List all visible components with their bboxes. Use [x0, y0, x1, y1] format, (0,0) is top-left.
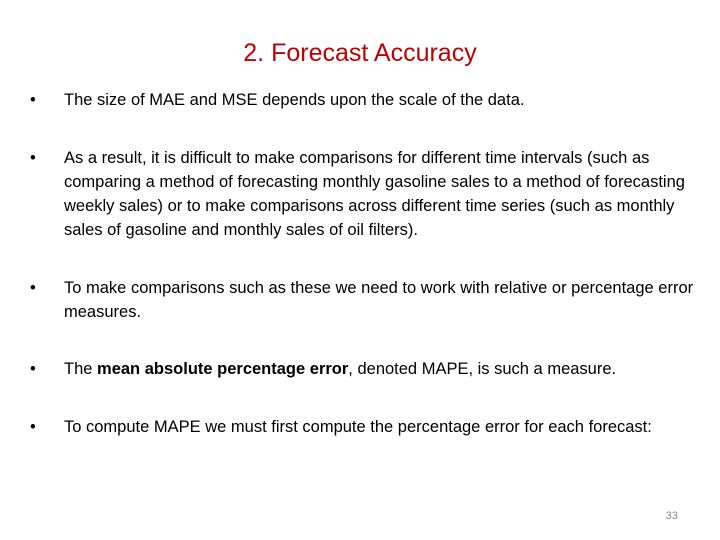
page-number: 33 — [665, 510, 678, 522]
bullet-text: The size of MAE and MSE depends upon the scale of the data. — [64, 91, 525, 109]
bullet-text-prefix: The — [64, 360, 98, 378]
bullet-text-suffix: , denoted MAPE, is such a measure. — [348, 360, 617, 378]
bullet-icon: • — [30, 149, 36, 167]
bullet-icon: • — [30, 418, 36, 436]
mape-term: mean absolute percentage error — [97, 360, 349, 378]
bullet-icon: • — [30, 91, 36, 109]
bullet-text: As a result, it is difficult to make comparisons for different time intervals (such as comparing a method of forecasting monthly gasoline sales to a method of forecasting weekly sales) or to make comparisons across different time series (such as monthly sales of gasoline and monthly sales of oil filters). — [64, 149, 685, 239]
bullet-item — [30, 88, 705, 112]
bullet-icon: • — [30, 279, 36, 297]
bullet-icon: • — [30, 360, 36, 378]
bullet-item — [30, 276, 705, 324]
bullet-text: To compute MAPE we must first compute the percentage error for each forecast: — [64, 418, 652, 436]
slide-title: 2. Forecast Accuracy — [243, 39, 477, 67]
bullet-item — [30, 415, 705, 439]
bullet-text — [64, 357, 705, 381]
bullet-item — [30, 146, 705, 242]
bullet-item — [30, 357, 705, 381]
bullet-text: To make comparisons such as these we need to work with relative or percentage error measures. — [64, 279, 694, 321]
